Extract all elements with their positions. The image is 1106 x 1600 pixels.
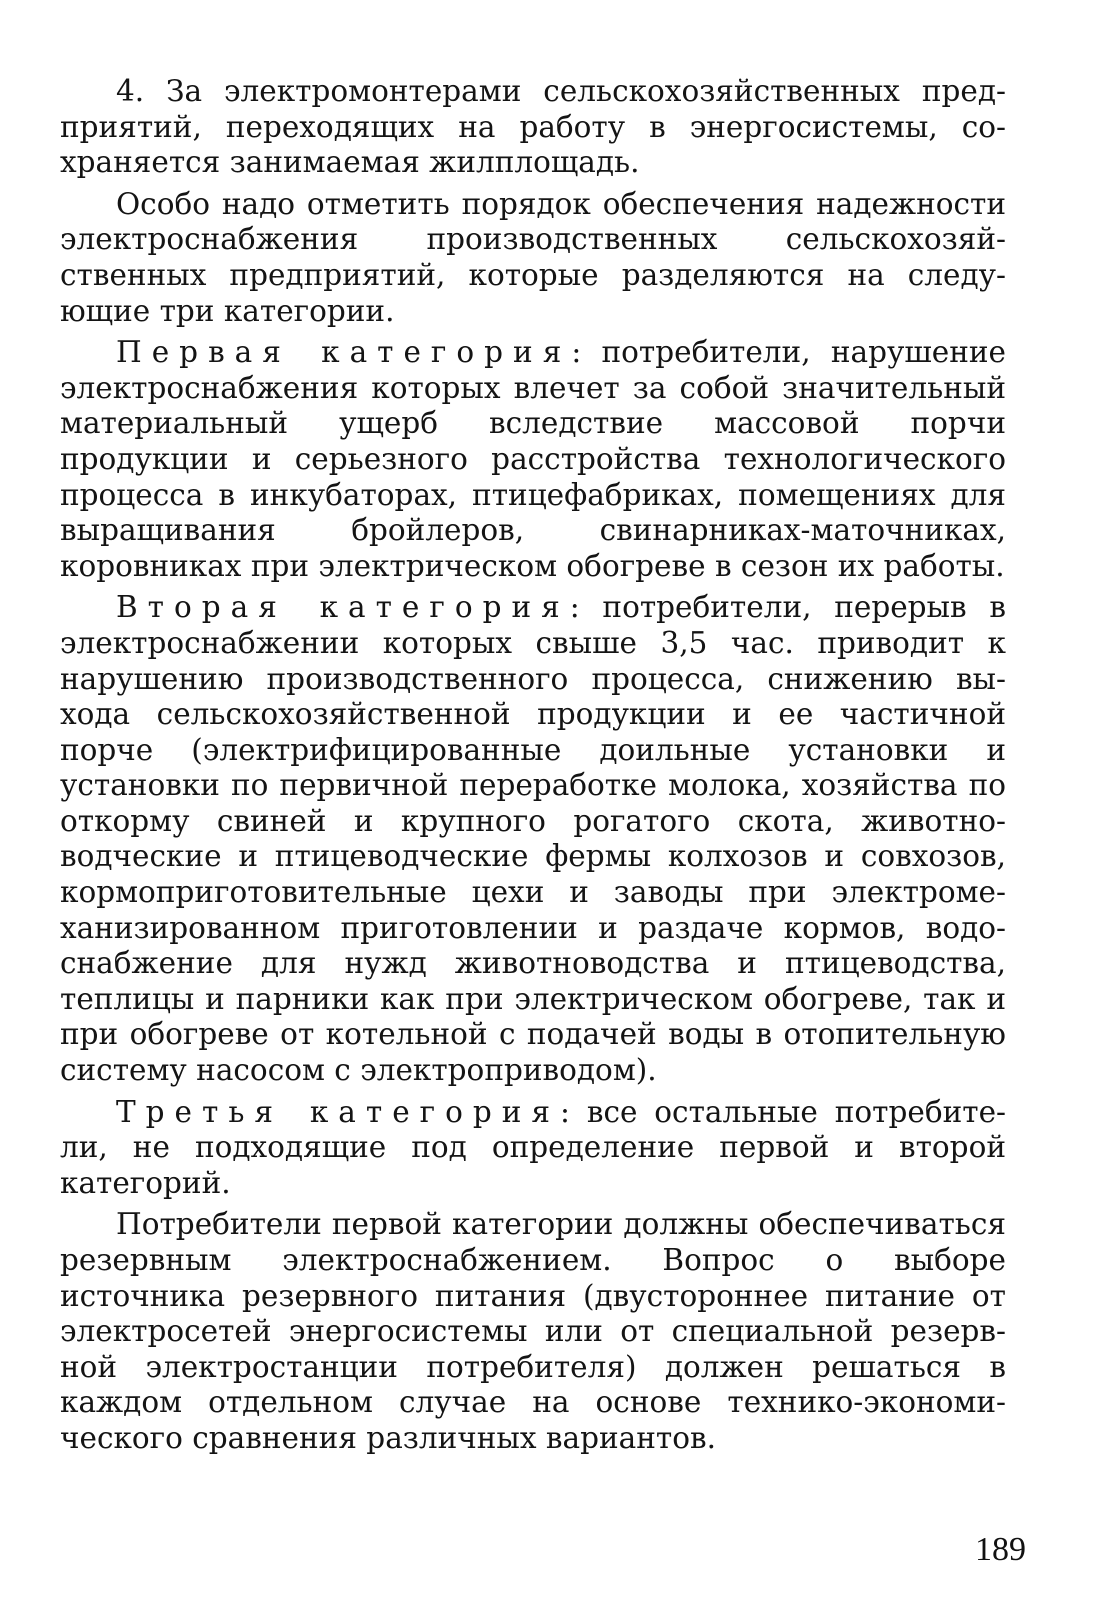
paragraph-text: : потребители, перерыв в электроснабжении которых свыше 3,5 час. приводит к нарушению производственного процесса, снижению выхода сельскохозяйственной продукции и ее частичной порче (электрифицированные доильные установки и установки по первичной переработке молока, хозяйства по откорму свиней и крупного рогатого скота, животноводческие и птицеводческие фермы колхозов и совхозов, кормоприготовительные цехи и заводы при электромеханизированном приготовлении и раздаче кормов, водоснабжение для нужд животноводства и птицеводства, теплицы и парники как при электрическом обогреве, так и при обогреве от котельной с подачей воды в отопительную систему насосом с электроприводом). (60, 590, 1006, 1088)
paragraph-first-category (60, 335, 1006, 584)
book-page (60, 74, 1006, 1463)
paragraph-text: : потребители, нарушение электроснабжения которых влечет за собой значительный материальный ущерб вследствие массовой порчи продукции и серьезного расстройства технологического процесса в инкубаторах, птицефабриках, помещениях для выращивания бройлеров, свинарниках-маточниках, коровниках при электрическом обогреве в сезон их работы. (60, 335, 1006, 583)
paragraph-third-category (60, 1095, 1006, 1202)
page-number: 189 (975, 1531, 1026, 1568)
paragraph-text: 4. За электромонтерами сельскохозяйственных предприятий, переходящих на работу в энергосистемы, сохраняется занимаемая жилплощадь. (60, 74, 1006, 180)
category-term: Вторая категория (116, 590, 570, 625)
paragraph-reserve-supply (60, 1207, 1006, 1456)
paragraph-text: Потребители первой категории должны обеспечиваться резервным электроснабжением. Вопрос о выборе источника резервного питания (двустороннее питание от электросетей энергосистемы или от специальной резервной электростанции потребителя) должен решаться в каждом отдельном случае на основе технико-экономического сравнения различных вариантов. (60, 1207, 1006, 1455)
paragraph-text: : все остальные потребители, не подходящие под определение первой и второй категорий. (60, 1094, 1006, 1200)
category-term: Третья категория (116, 1094, 561, 1129)
paragraph-text: Особо надо отметить порядок обеспечения надежности электроснабжения производственных сельскохозяйственных предприятий, которые разделяются на следующие три категории. (60, 186, 1006, 328)
paragraph-second-category (60, 590, 1006, 1088)
paragraph-item-4 (60, 74, 1006, 181)
category-term: Первая категория (116, 335, 572, 370)
paragraph-reliability-intro (60, 187, 1006, 329)
